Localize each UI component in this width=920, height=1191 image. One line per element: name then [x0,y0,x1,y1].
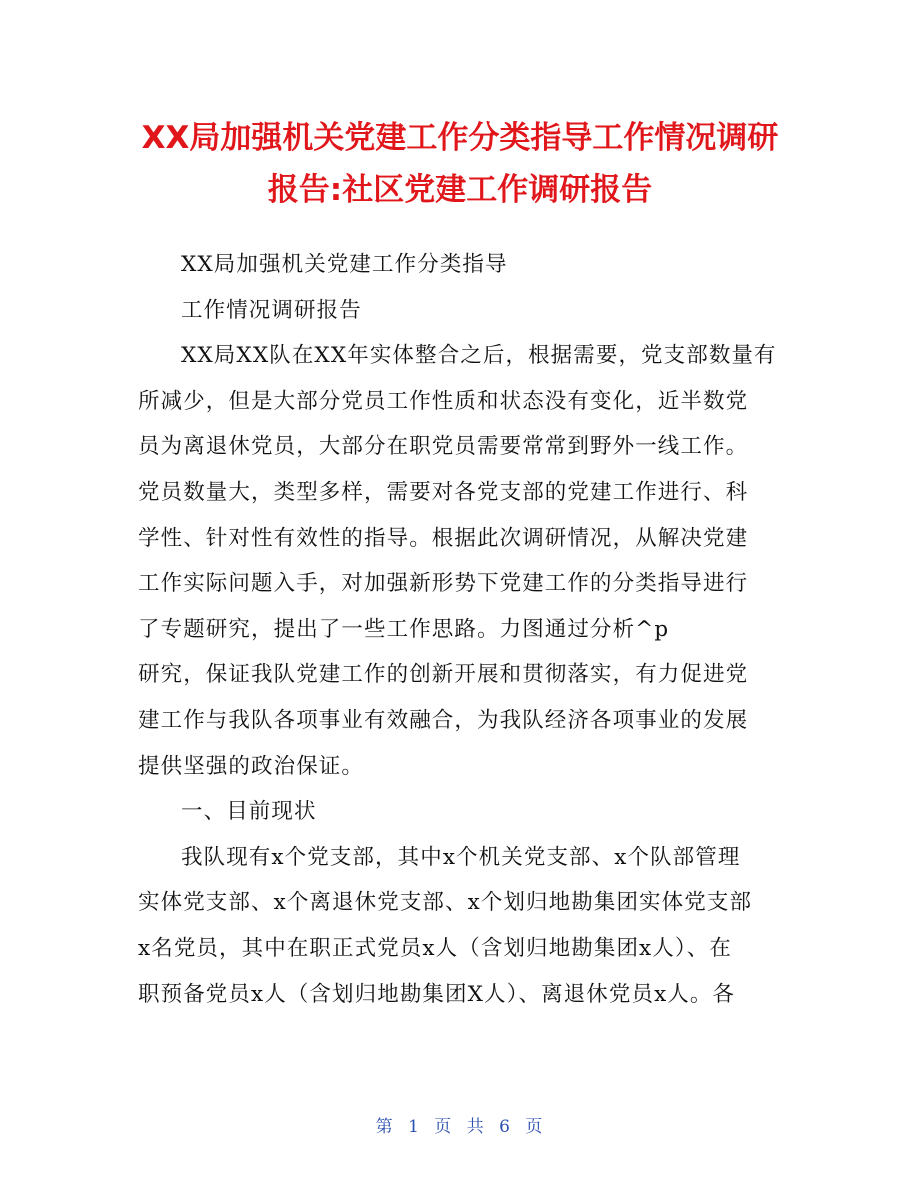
body-line: 学性、针对性有效性的指导。根据此次调研情况，从解决党建 [138,525,749,551]
document-title [120,112,800,216]
body-line: 职预备党员x人（含划归地勘集团X人）、离退休党员x人。各 [138,981,736,1007]
body-line: 党员数量大，类型多样，需要对各党支部的党建工作进行、科 [138,479,749,505]
document-body [138,242,788,1017]
section-heading: 一、目前现状 [181,799,317,825]
title-line-2: 报告:社区党建工作调研报告 [267,172,653,208]
body-line: 工作实际问题入手，对加强新形势下党建工作的分类指导进行 [138,571,749,597]
body-line: 研究，保证我队党建工作的创新开展和贯彻落实，有力促进党 [138,662,749,688]
page-number-footer: 第 1 页 共 6 页 [375,1117,545,1137]
title-line-1: XX局加强机关党建工作分类指导工作情况调研 [141,120,779,156]
body-line: x名党员，其中在职正式党员x人（含划归地勘集团x人）、在 [138,935,732,961]
body-line: XX局XX队在XX年实体整合之后，根据需要，党支部数量有 [181,343,777,369]
body-line: 员为离退休党员，大部分在职党员需要常常到野外一线工作。 [138,434,749,460]
body-line: 了专题研究，提出了一些工作思路。力图通过分析^p [138,616,670,642]
body-line: 工作情况调研报告 [181,297,362,323]
body-line: 实体党支部、x个离退休党支部、x个划归地勘集团实体党支部 [138,890,753,916]
body-line: 我队现有x个党支部，其中x个机关党支部、x个队部管理 [181,844,741,870]
body-line: 建工作与我队各项事业有效融合，为我队经济各项事业的发展 [138,707,749,733]
body-line: XX局加强机关党建工作分类指导 [181,252,508,277]
body-line: 所减少，但是大部分党员工作性质和状态没有变化，近半数党 [138,388,749,414]
body-line: 提供坚强的政治保证。 [138,753,365,779]
